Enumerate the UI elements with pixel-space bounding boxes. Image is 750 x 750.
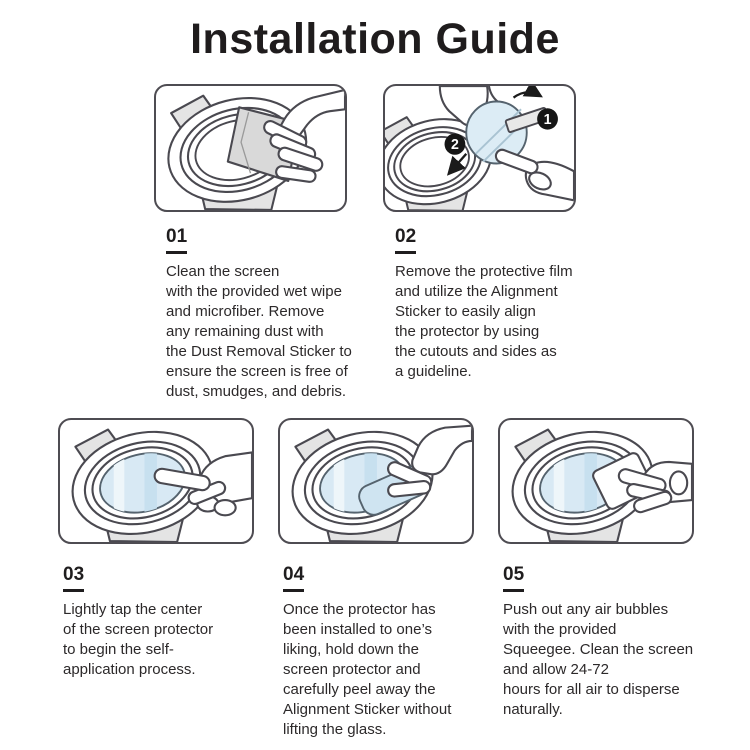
steps-row-bottom [58,418,694,740]
step-03-number: 03 [63,564,84,592]
step-01-illustration-panel [154,84,347,212]
step-02-number: 02 [395,226,416,254]
step-04-description: Once the protector has been installed to one’s liking, hold down the screen protector and carefully peel away the Alignment Sticker without lifting the glass. [283,601,452,738]
step-04-illustration-panel [278,418,474,544]
step-04 [278,418,474,740]
peel-sticker-illustration-icon [280,420,472,542]
step-02-description: Remove the protective film and utilize the Alignment Sticker to easily align the protector by using the cutouts and sides as a guideline. [395,263,573,380]
steps-row-top [154,84,576,402]
step-02-illustration-panel [383,84,576,212]
step-03-illustration-panel [58,418,254,544]
alignment-sticker-illustration-icon [385,86,574,210]
step-05-number: 05 [503,564,524,592]
curved-arrow-icon [514,92,540,97]
step-01-description: Clean the screen with the provided wet wipe and microfiber. Remove any remaining dust with the Dust Removal Sticker to ensure the screen is free of dust, smudges, and debris. [166,263,352,400]
badge-1-number: 1 [543,111,552,128]
step-03 [58,418,254,740]
wipe-cleaning-illustration-icon [156,86,345,210]
step-03-description: Lightly tap the center of the screen protector to begin the self- application process. [63,601,214,678]
step-02 [383,84,576,402]
step-01-number: 01 [166,226,187,254]
step-05 [498,418,694,740]
badge-2-number: 2 [450,136,459,154]
tap-center-illustration-icon [60,420,252,542]
step-01 [154,84,352,402]
page-title: Installation Guide [190,15,560,63]
step-04-number: 04 [283,564,304,592]
step-05-illustration-panel [498,418,694,544]
squeegee-illustration-icon [500,420,692,542]
lower-hand-icon [494,148,574,200]
step-05-description: Push out any air bubbles with the provided Squeegee. Clean the screen and allow 24-72 hours for all air to disperse naturally. [503,601,694,718]
